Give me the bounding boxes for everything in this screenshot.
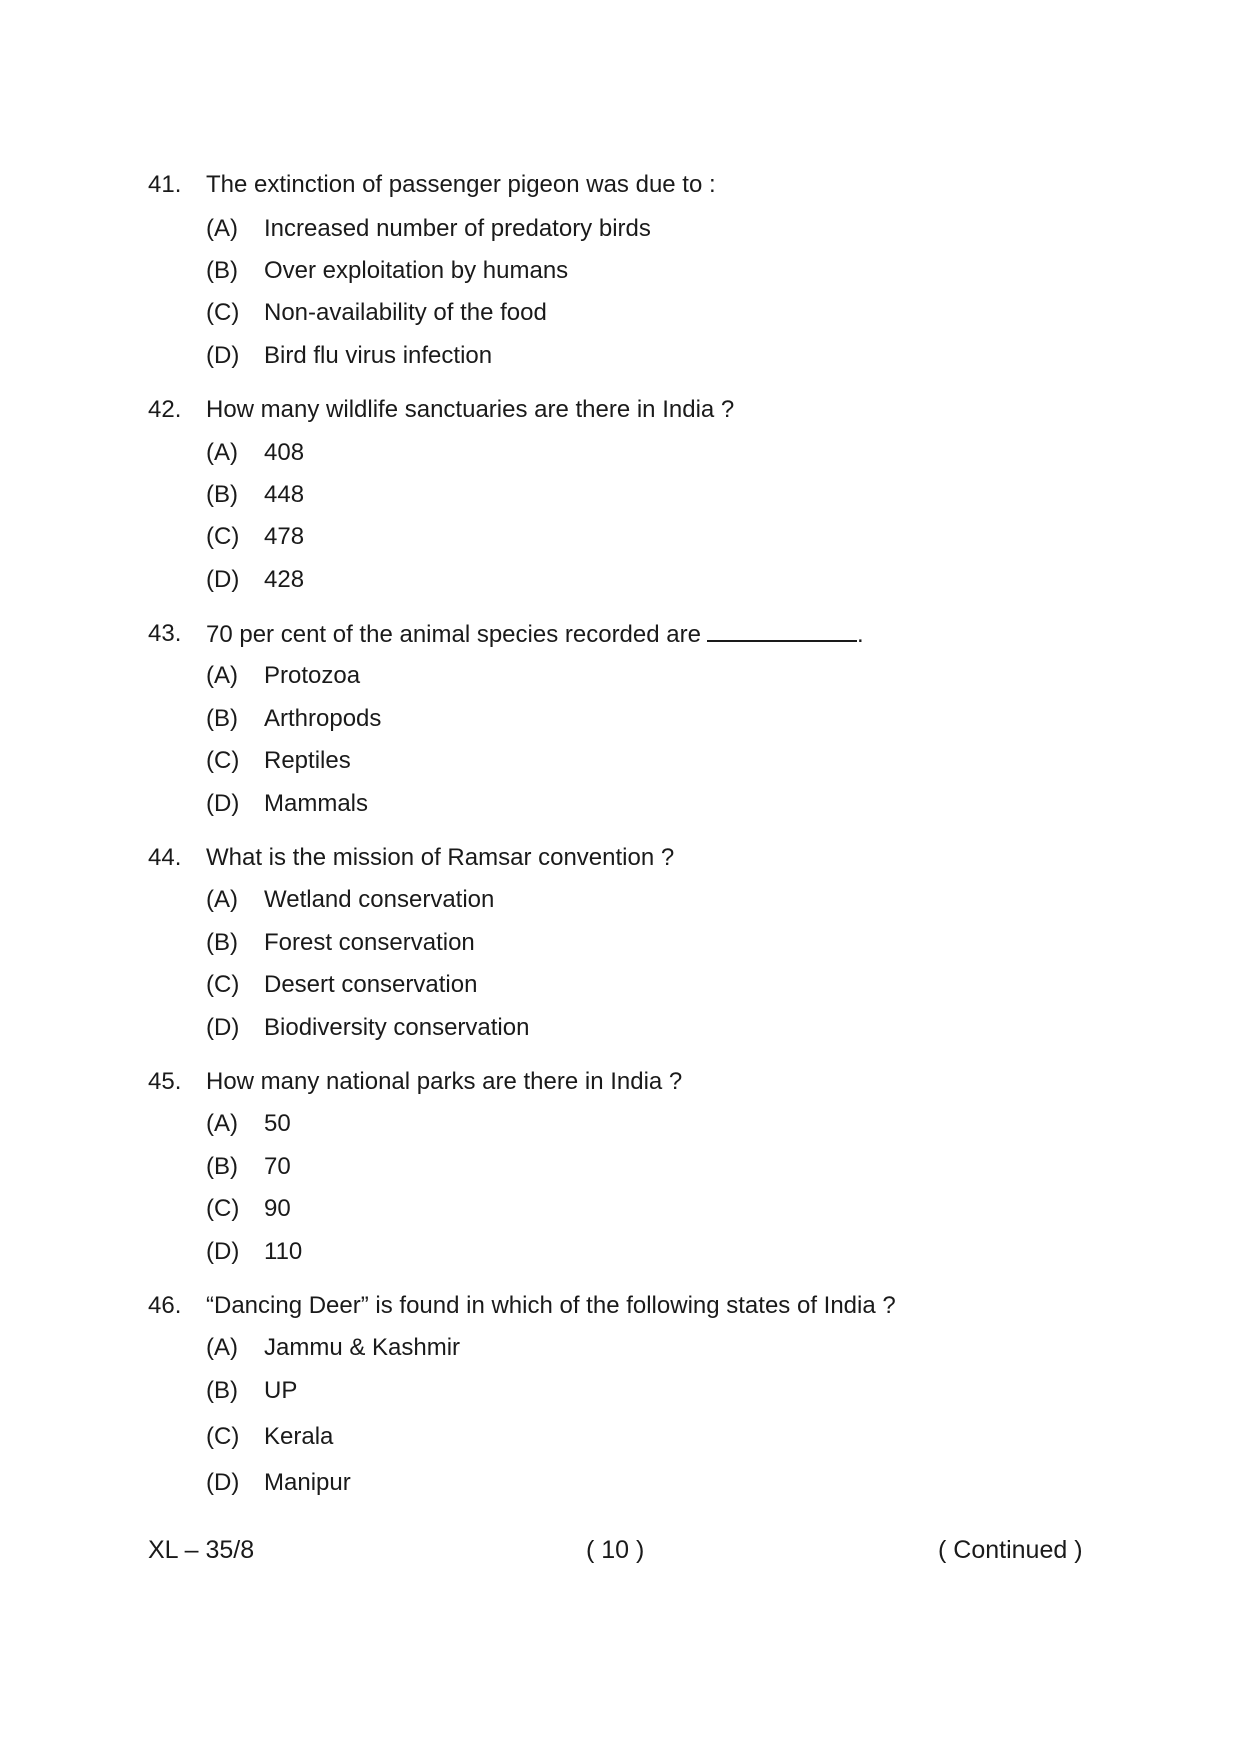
option-label: (C) <box>206 299 240 326</box>
option-text: 448 <box>264 481 305 508</box>
option-text: Wetland conservation <box>264 886 495 913</box>
option-label: (B) <box>206 705 238 732</box>
question-text-end: . <box>856 621 864 648</box>
option-text: 70 <box>264 1153 291 1180</box>
option-text: Bird flu virus infection <box>264 342 493 369</box>
option-text: Increased number of predatory birds <box>264 215 651 242</box>
option-label: (A) <box>206 215 238 242</box>
option-label: (D) <box>206 342 240 369</box>
option-label: (C) <box>206 747 240 774</box>
question-number: 41. <box>148 171 182 198</box>
option-label: (C) <box>206 523 240 550</box>
answer-blank <box>707 620 857 642</box>
option-label: (A) <box>206 662 238 689</box>
question-text: “Dancing Deer” is found in which of the following states of India ? <box>206 1292 896 1319</box>
paper-code: XL – 35/8 <box>148 1536 255 1564</box>
option-label: (D) <box>206 790 240 817</box>
question-46 <box>148 1292 1108 1496</box>
option-text: Manipur <box>264 1469 351 1496</box>
option-text: 110 <box>264 1238 303 1265</box>
option-label: (A) <box>206 1334 238 1361</box>
question-42 <box>148 396 1108 593</box>
option-text: Jammu & Kashmir <box>264 1334 461 1361</box>
question-text <box>206 620 864 649</box>
option-label: (A) <box>206 1110 238 1137</box>
question-number: 46. <box>148 1292 182 1319</box>
option-label: (B) <box>206 1153 238 1180</box>
option-text: Protozoa <box>264 662 361 689</box>
option-label: (D) <box>206 1014 240 1041</box>
question-text: How many wildlife sanctuaries are there in India ? <box>206 396 735 423</box>
question-number: 45. <box>148 1068 182 1095</box>
continued-label: ( Continued ) <box>938 1536 1083 1564</box>
page-number: ( 10 ) <box>586 1536 645 1564</box>
option-text: 408 <box>264 439 305 466</box>
option-label: (B) <box>206 1377 238 1404</box>
option-label: (D) <box>206 1238 240 1265</box>
option-text: 428 <box>264 566 305 593</box>
option-label: (B) <box>206 257 238 284</box>
option-label: (A) <box>206 886 238 913</box>
option-label: (D) <box>206 566 240 593</box>
question-text-start: 70 per cent of the animal species recorded are <box>206 621 701 648</box>
option-label: (C) <box>206 1195 240 1222</box>
option-text: 478 <box>264 523 305 550</box>
question-text: What is the mission of Ramsar convention ? <box>206 844 675 871</box>
option-text: UP <box>264 1377 298 1404</box>
option-text: 50 <box>264 1110 291 1137</box>
option-text: Desert conservation <box>264 971 478 998</box>
option-label: (A) <box>206 439 238 466</box>
option-label: (D) <box>206 1469 240 1496</box>
option-text: Over exploitation by humans <box>264 257 569 284</box>
option-text: Reptiles <box>264 747 351 774</box>
question-45 <box>148 1068 1108 1265</box>
option-text: Forest conservation <box>264 929 475 956</box>
option-label: (C) <box>206 1423 240 1450</box>
option-label: (C) <box>206 971 240 998</box>
option-text: 90 <box>264 1195 291 1222</box>
question-44 <box>148 844 1108 1041</box>
question-text: The extinction of passenger pigeon was due to : <box>206 171 716 198</box>
option-label: (B) <box>206 929 238 956</box>
question-number: 42. <box>148 396 182 423</box>
option-text: Arthropods <box>264 705 382 732</box>
question-41 <box>148 171 1108 369</box>
question-number: 43. <box>148 620 182 647</box>
option-text: Kerala <box>264 1423 334 1450</box>
option-text: Non-availability of the food <box>264 299 547 326</box>
question-number: 44. <box>148 844 182 871</box>
option-text: Mammals <box>264 790 369 817</box>
question-43 <box>148 620 1108 817</box>
option-label: (B) <box>206 481 238 508</box>
question-text: How many national parks are there in India ? <box>206 1068 683 1095</box>
option-text: Biodiversity conservation <box>264 1014 530 1041</box>
